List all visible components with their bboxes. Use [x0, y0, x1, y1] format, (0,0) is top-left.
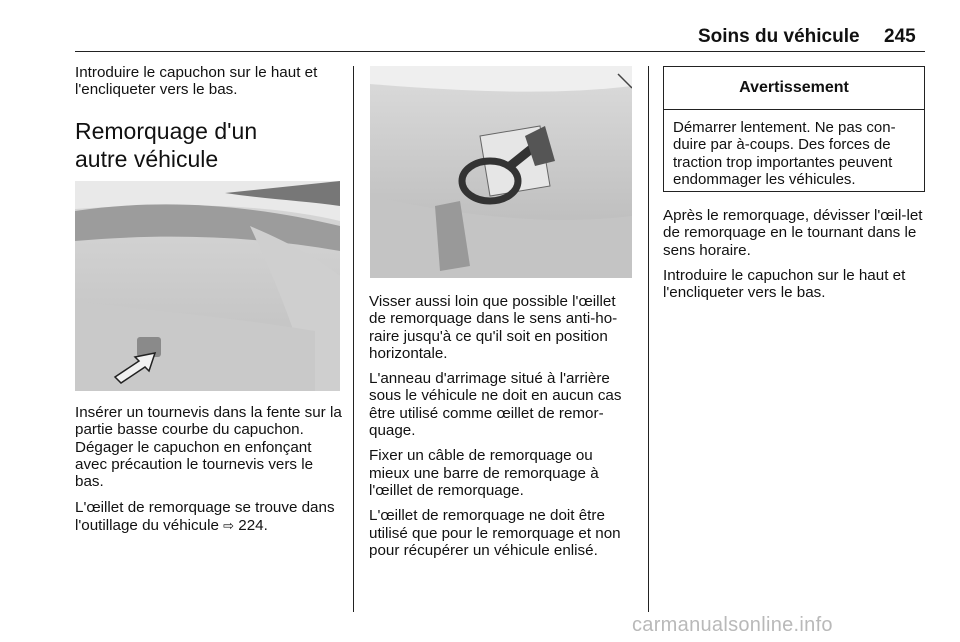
warning-title: Avertissement	[664, 67, 924, 110]
warning-box	[663, 66, 925, 192]
column-divider-left	[353, 66, 354, 612]
column-divider-right	[648, 66, 649, 612]
page-header-title: Soins du véhicule	[698, 26, 860, 47]
column-1-bottom	[75, 404, 345, 535]
paragraph-attach-cable: Fixer un câble de remorquage ou mieux une barre de remorquage à l'œillet de remorquage.	[369, 447, 599, 499]
paragraph-screwdriver: Insérer un tournevis dans la fente sur la partie basse courbe du capuchon. Dégager le capuchon en enfonçant avec précaution le tournevis vers le bas.	[75, 404, 342, 491]
paragraph-towing-only: L'œillet de remorquage ne doit être utilisé que pour le remorquage et non pour récupérer un véhicule enlisé.	[369, 507, 621, 559]
page-number: 245	[884, 26, 916, 47]
paragraph-towing-eye-location	[75, 499, 345, 535]
warning-text: Démarrer lentement. Ne pas con-duire par à-coups. Des forces de traction trop importantes peuvent endommager les véhicules.	[673, 119, 896, 188]
page-reference-arrow-icon: ⇨	[223, 518, 235, 534]
paragraph-lashing-ring: L'anneau d'arrimage situé à l'arrière sous le véhicule ne doit en aucun cas être utilisé comme œillet de remor-quage.	[369, 370, 622, 440]
watermark: carmanualsonline.info	[632, 614, 833, 636]
rear-bumper-capuchon-illustration	[75, 181, 340, 391]
column-2-text	[369, 293, 634, 559]
paragraph-screw-eye: Visser aussi loin que possible l'œillet de remorquage dans le sens anti-ho-raire jusqu'à ce qu'il soit en position horizontale.	[369, 293, 618, 362]
column-3-text	[663, 207, 928, 301]
section-heading: Remorquage d'un autre véhicule	[75, 117, 258, 172]
column-1-top	[75, 64, 350, 189]
paragraph-insert-cap: Introduire le capuchon sur le haut et l'encliqueter vers le bas.	[663, 266, 906, 302]
towing-eye-illustration	[370, 66, 632, 278]
header-rule	[75, 51, 925, 52]
intro-paragraph: Introduire le capuchon sur le haut et l'encliqueter vers le bas.	[75, 64, 318, 99]
paragraph-after-towing: Après le remorquage, dévisser l'œil-let de remorquage en le tournant dans le sens horaire.	[663, 207, 923, 259]
page-reference-link[interactable]: 224.	[238, 516, 268, 534]
paragraph-towing-eye-text: L'œillet de remorquage se trouve dans l'outillage du véhicule	[75, 499, 335, 534]
